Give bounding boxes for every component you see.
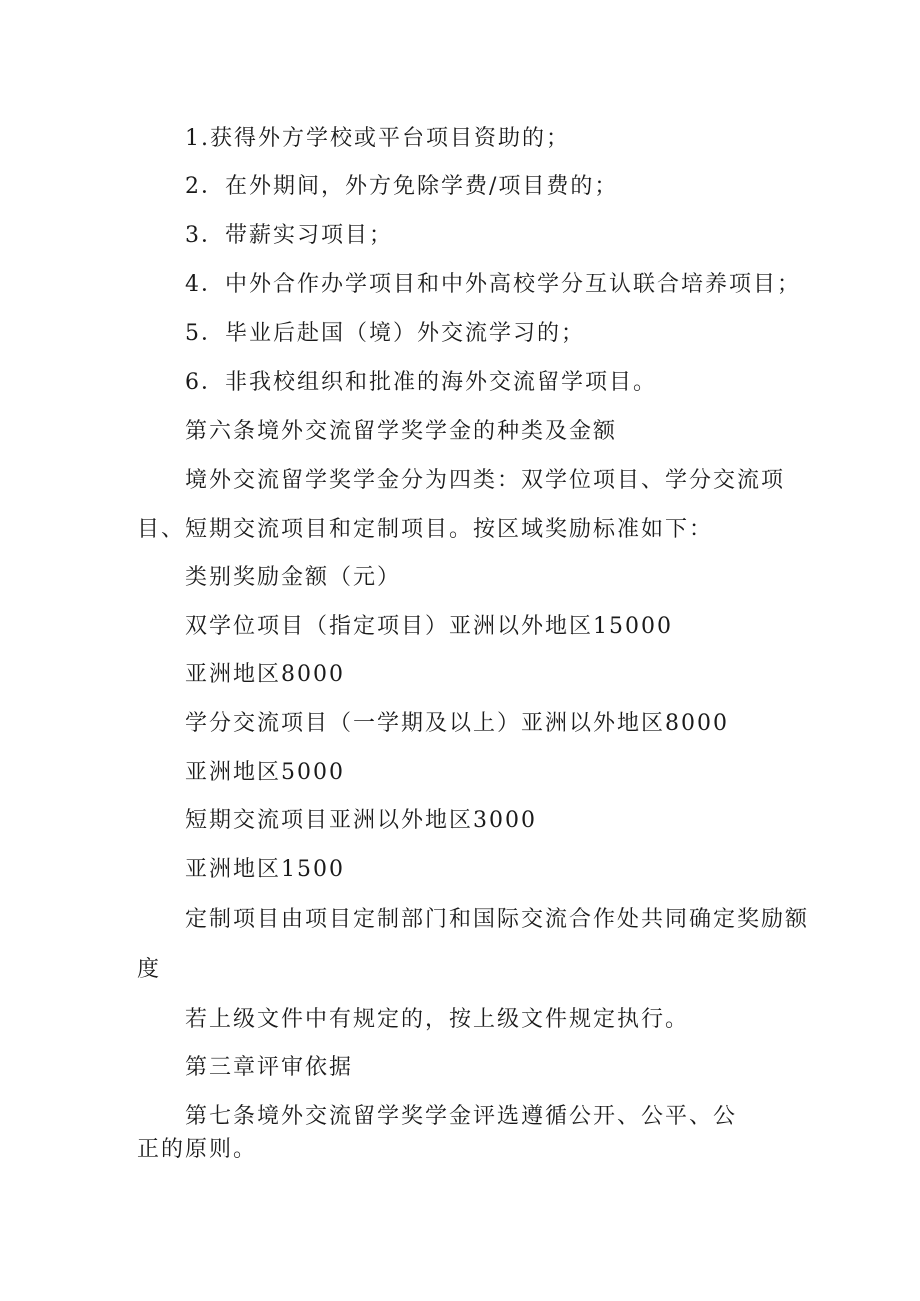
list-item-5: 5．毕业后赴国（境）外交流学习的；: [185, 321, 585, 346]
award-line: 亚洲地区5000: [185, 760, 345, 785]
list-item-1: 1.获得外方学校或平台项目资助的；: [185, 126, 570, 151]
paragraph-line: 定制项目由项目定制部门和国际交流合作处共同确定奖励额: [185, 907, 810, 932]
article-6-heading: 第六条境外交流留学奖学金的种类及金额: [185, 419, 618, 444]
paragraph-line: 第七条境外交流留学奖学金评选遵循公开、公平、公: [185, 1104, 738, 1129]
table-header-line: 类别奖励金额（元）: [185, 565, 402, 590]
award-line: 学分交流项目（一学期及以上）亚洲以外地区8000: [185, 711, 729, 736]
list-item-4: 4．中外合作办学项目和中外高校学分互认联合培养项目；: [185, 272, 801, 297]
award-line: 亚洲地区1500: [185, 857, 345, 882]
chapter-heading: 第三章评审依据: [185, 1055, 354, 1080]
list-item-6: 6．非我校组织和批准的海外交流留学项目。: [185, 370, 657, 395]
award-line: 短期交流项目亚洲以外地区3000: [185, 808, 537, 833]
paragraph-line: 境外交流留学奖学金分为四类：双学位项目、学分交流项: [185, 468, 786, 493]
paragraph-line: 正的原则。: [137, 1137, 258, 1162]
award-line: 亚洲地区8000: [185, 662, 345, 687]
paragraph-line: 度: [137, 957, 162, 982]
paragraph-line: 目、短期交流项目和定制项目。按区域奖励标准如下：: [137, 517, 714, 542]
list-item-3: 3．带薪实习项目；: [185, 223, 393, 248]
award-line: 双学位项目（指定项目）亚洲以外地区15000: [185, 614, 673, 639]
list-item-2: 2．在外期间，外方免除学费/项目费的；: [185, 174, 619, 199]
paragraph-line: 若上级文件中有规定的，按上级文件规定执行。: [185, 1007, 690, 1032]
